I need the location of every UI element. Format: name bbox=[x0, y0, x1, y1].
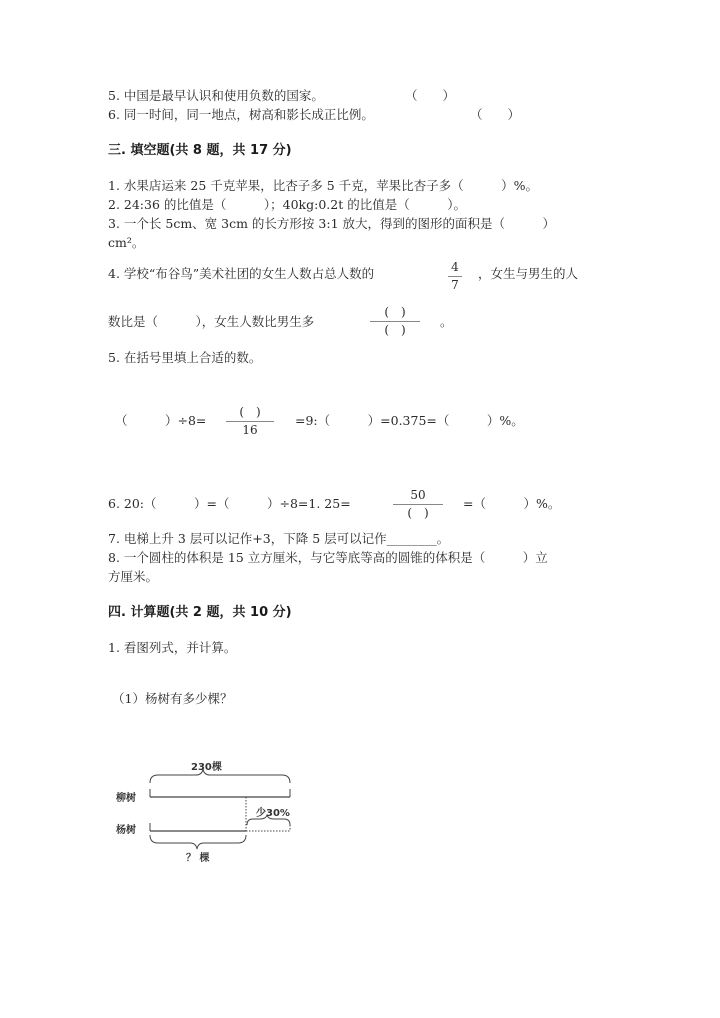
question-text: 5. 中国是最早认识和使用负数的国家。 bbox=[108, 88, 324, 103]
fraction-four-sevenths bbox=[448, 260, 462, 293]
fraction-blank-over-16[interactable] bbox=[226, 405, 274, 438]
fraction-50-over-blank[interactable] bbox=[393, 488, 443, 521]
answer-blank[interactable]: （ ） bbox=[405, 88, 456, 103]
fill-question-5-title: 5. 在括号里填上合适的数。 bbox=[108, 350, 262, 365]
fraction-numerator-blank[interactable]: ( ) bbox=[239, 405, 261, 419]
fraction-bar bbox=[448, 276, 462, 277]
fill-question-8-cont: 方厘米。 bbox=[108, 569, 159, 584]
fraction-denominator: 7 bbox=[451, 278, 459, 292]
fraction-numerator-blank[interactable]: ( ) bbox=[384, 305, 406, 319]
less-percent-label: 少30% bbox=[256, 808, 290, 819]
fill-question-5-seg2: =9:（ ）=0.375=（ ）%。 bbox=[295, 413, 524, 428]
fill-question-7: 7. 电梯上升 3 层可以记作+3，下降 5 层可以记作________。 bbox=[108, 531, 450, 546]
fill-question-6-seg1: 6. 20:（ ）=（ ）÷8=1. 25= bbox=[108, 496, 351, 511]
fill-question-3-unit: cm²。 bbox=[108, 235, 145, 250]
fill-question-1: 1. 水果店运来 25 千克苹果，比杏子多 5 千克，苹果比杏子多（ ）%。 bbox=[108, 178, 539, 193]
poplar-label: 杨树 bbox=[116, 825, 136, 836]
unknown-label: ？ 棵 bbox=[186, 853, 210, 864]
judgment-question-6 bbox=[108, 107, 374, 123]
fill-question-4-part1: 4. 学校“布谷鸟”美术社团的女生人数占总人数的 bbox=[108, 266, 375, 281]
section-heading-fill-in: 三. 填空题(共 8 题，共 17 分) bbox=[108, 143, 292, 158]
fill-question-2: 2. 24:36 的比值是（ ）；40kg:0.2t 的比值是（ ）。 bbox=[108, 197, 466, 212]
fill-question-5-seg1: （ ）÷8= bbox=[115, 413, 207, 428]
tree-comparison-diagram bbox=[110, 755, 310, 865]
calc-subquestion-1: （1）杨树有多少棵？ bbox=[112, 691, 233, 706]
fill-question-4-part2: ，女生与男生的人 bbox=[478, 266, 579, 281]
fill-question-3: 3. 一个长 5cm、宽 3cm 的长方形按 3:1 放大，得到的图形的面积是（ ） bbox=[108, 216, 555, 231]
period: 。 bbox=[440, 314, 453, 329]
fraction-numerator: 4 bbox=[451, 260, 459, 274]
fraction-denominator-blank[interactable]: ( ) bbox=[407, 506, 429, 520]
fill-question-4-part3: 数比是（ ），女生人数比男生多 bbox=[108, 314, 315, 329]
fraction-numerator: 50 bbox=[410, 488, 426, 502]
calc-question-1: 1. 看图列式，并计算。 bbox=[108, 640, 237, 655]
fraction-blank[interactable] bbox=[370, 305, 420, 338]
fill-question-6-seg2: =（ ）%。 bbox=[463, 496, 561, 511]
fraction-denominator: 16 bbox=[242, 423, 258, 437]
diagram-lines bbox=[110, 755, 310, 865]
willow-label: 柳树 bbox=[116, 793, 136, 804]
fill-question-8: 8. 一个圆柱的体积是 15 立方厘米，与它等底等高的圆锥的体积是（ ）立 bbox=[108, 550, 548, 565]
fraction-bar bbox=[226, 421, 274, 422]
total-label: 230棵 bbox=[191, 762, 222, 773]
fraction-bar bbox=[370, 321, 420, 322]
judgment-question-5 bbox=[108, 88, 324, 104]
fraction-bar bbox=[393, 504, 443, 505]
question-text: 6. 同一时间，同一地点，树高和影长成正比例。 bbox=[108, 107, 374, 122]
section-heading-calculation: 四. 计算题(共 2 题，共 10 分) bbox=[108, 605, 292, 620]
fraction-denominator-blank[interactable]: ( ) bbox=[384, 323, 406, 337]
answer-blank[interactable]: （ ） bbox=[470, 107, 521, 122]
